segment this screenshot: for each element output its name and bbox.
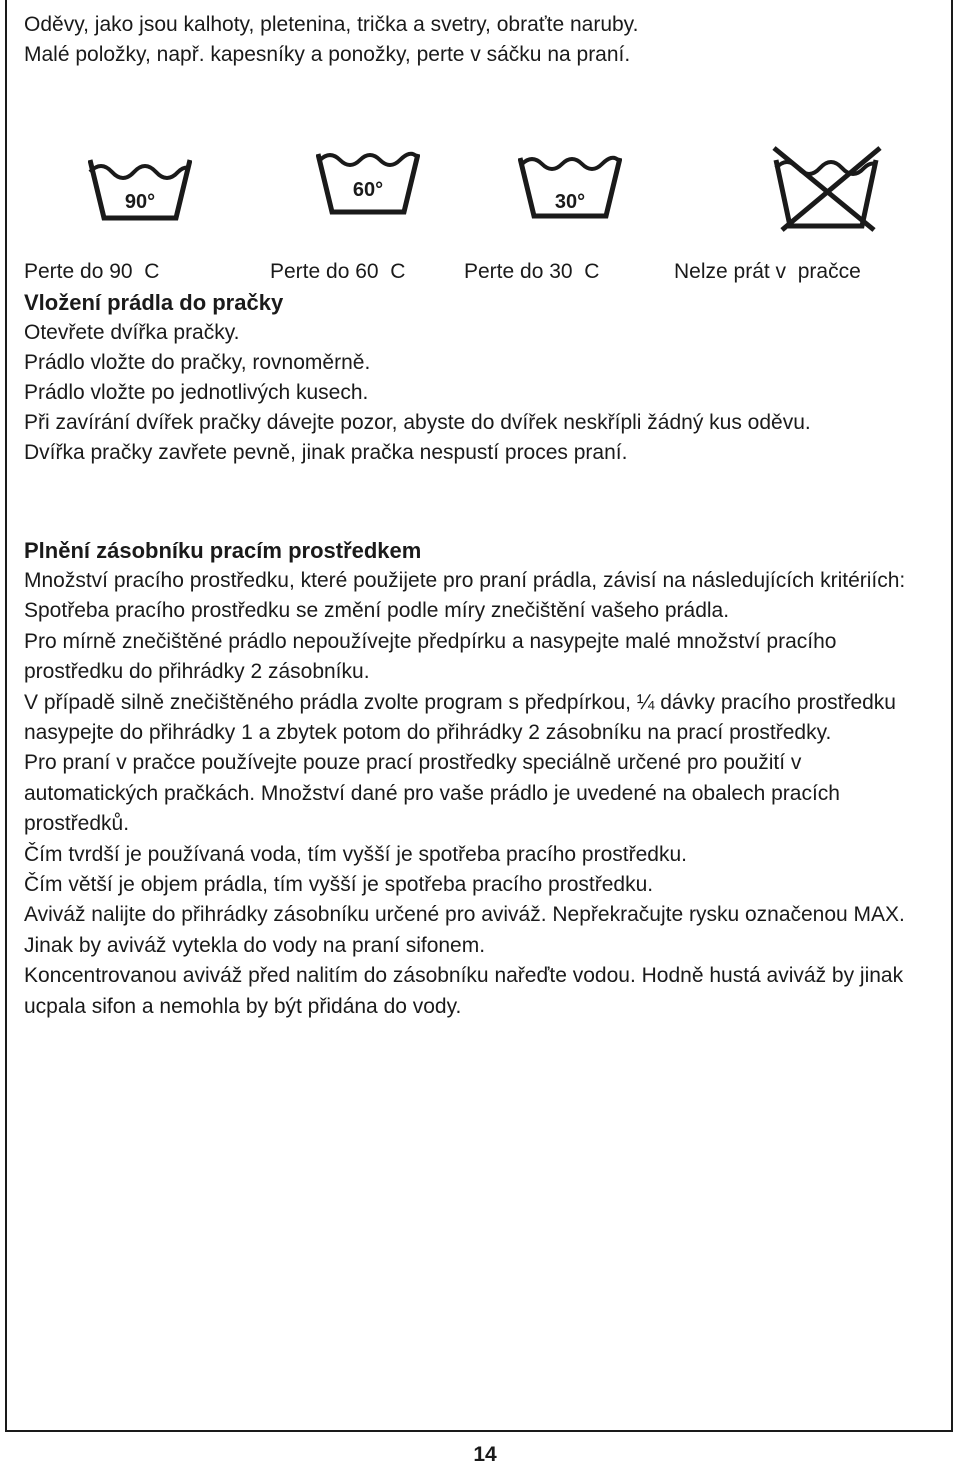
loading-line: Dvířka pračky zavřete pevně, jinak pračka nespustí proces praní. [24,441,628,464]
detergent-paragraph: Pro mírně znečištěné prádlo nepoužívejte předpírku a nasypejte malé množství pracího prostředku do přihrádky 2 zásobníku. [24,629,837,684]
wash-30-icon [518,154,622,222]
wash-60-icon [316,150,420,218]
wash-90-icon [88,158,192,224]
loading-line: Otevřete dvířka pračky. [24,321,240,344]
detergent-paragraph: Aviváž nalijte do přihrádky zásobníku určené pro aviváž. Nepřekračujte rysku označenou MAX. Jinak by aviváž vytekla do vody na praní sifonem. [24,903,905,957]
intro-line: Oděvy, jako jsou kalhoty, pletenina, trička a svetry, obraťte naruby. [24,13,639,36]
loading-line: Prádlo vložte po jednotlivých kusech. [24,381,369,404]
loading-line: Prádlo vložte do pračky, rovnoměrně. [24,351,371,374]
care-symbol-captions [24,257,944,287]
detergent-paragraph: V případě silně znečištěného prádla zvolte program s předpírkou, ¼ dávky pracího prostředku nasypejte do přihrádky 1 a zbytek potom do přihrádky 2 zásobníku na prací prostředky. [24,690,896,745]
page-number: 14 [473,1443,497,1466]
wash-30-label: 30° [554,191,586,213]
detergent-paragraph: Spotřeba pracího prostředku se změní podle míry znečištění vašeho prádla. [24,599,730,623]
wash-90-label: 90° [124,191,156,213]
caption-wash-60: Perte do 60 C [270,260,406,283]
intro-text [24,10,944,70]
detergent-paragraph: Čím tvrdší je používaná voda, tím vyšší je spotřeba pracího prostředku. [24,842,687,866]
care-symbols [0,138,960,248]
detergent-section [24,536,939,1022]
do-not-wash-icon [770,146,884,232]
caption-wash-90: Perte do 90 C [24,260,160,283]
intro-line: Malé položky, např. kapesníky a ponožky, perte v sáčku na praní. [24,43,631,66]
section-title-loading: Vložení prádla do pračky [24,290,284,315]
caption-wash-30: Perte do 30 C [464,260,600,283]
detergent-paragraph: Množství pracího prostředku, které použijete pro praní prádla, závisí na následujících kritériích: [24,569,906,592]
loading-line: Při zavírání dvířek pračky dávejte pozor, abyste do dvířek neskřípli žádný kus oděvu. [24,411,811,434]
caption-do-not-wash: Nelze prát v pračce [674,260,861,283]
section-title-detergent: Plnění zásobníku pracím prostředkem [24,538,422,563]
detergent-paragraph: Pro praní v pračce používejte pouze prací prostředky speciálně určené pro použití v automatických pračkách. Množství dané pro vaše prádlo je uvedené na obalech pracích prostředků. [24,751,840,836]
detergent-paragraph: Čím větší je objem prádla, tím vyšší je spotřeba pracího prostředku. [24,873,654,897]
loading-section [24,288,944,468]
detergent-paragraph: Koncentrovanou aviváž před nalitím do zásobníku nařeďte vodou. Hodně hustá aviváž by jinak ucpala sifon a nemohla by být přidána do vody. [24,964,904,1018]
wash-60-label: 60° [352,179,384,201]
